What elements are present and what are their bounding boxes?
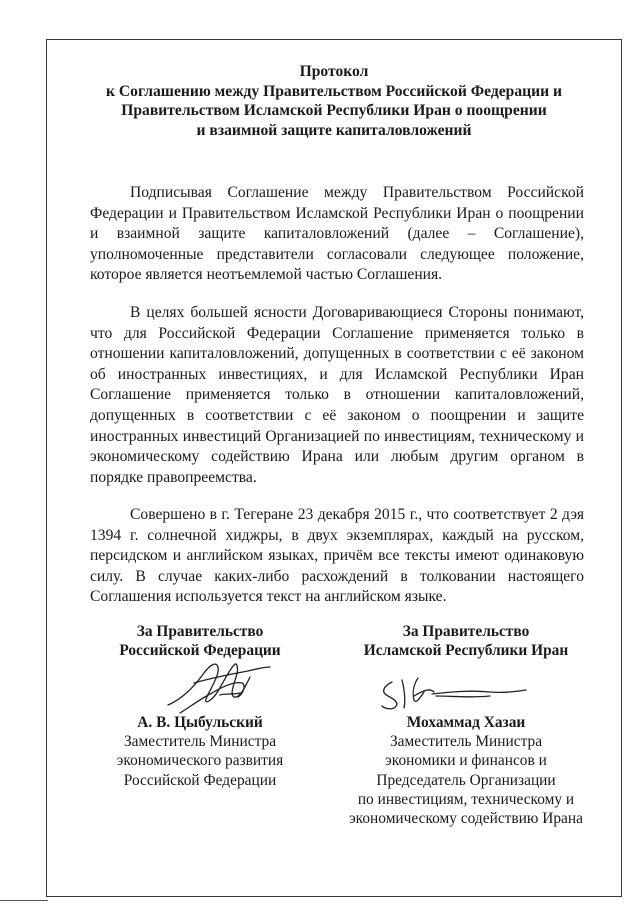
left-position-line-2: экономического развития: [116, 752, 284, 770]
right-heading-line-2: Исламской Республики Иран: [363, 642, 569, 660]
title-line-4: и взаимной защите капиталовложений: [196, 121, 472, 139]
left-heading-line-1: За Правительство: [136, 623, 264, 640]
right-position-line-2: экономики и финансов и: [385, 752, 547, 770]
footnote-rule: [0, 900, 48, 901]
document-title: [46, 62, 622, 140]
left-signature: [160, 655, 280, 717]
left-position-line-1: Заместитель Министра: [123, 733, 277, 751]
right-position-line-5: экономическому содействию Ирана: [349, 810, 583, 828]
right-heading-line-1: За Правительство: [402, 623, 530, 640]
left-signatory-name: А. В. Цыбульский: [137, 714, 263, 731]
left-signatory-block: [90, 713, 310, 790]
title-line-2: к Соглашению между Правительством Российской Федерации и: [106, 82, 562, 100]
right-position-line-4: по инвестициям, техническому и: [357, 790, 575, 808]
title-line-3: Правительством Исламской Республики Иран о поощрении: [121, 102, 547, 119]
left-heading-line-2: Российской Федерации: [119, 642, 281, 660]
paragraph-clarity: В целях большей ясности Договаривающиеся Стороны понимают, что для Российской Федерации Соглашение применяется только в отношении капиталовложений, допущенных в соответствии с её законом об иностранных инвестициях, и для Исламской Республики Иран Соглашение применяется только в отношении капиталовложений, допущенных в соответствии с её законом о поощрении и защите иностранных инвестиций Организацией по инвестициям, техническому и экономическому содействию Ирана или любым другим органом в порядке правопреемства.: [90, 304, 584, 486]
right-signature: [374, 668, 534, 714]
right-position-line-1: Заместитель Министра: [389, 733, 543, 751]
left-position-line-3: Российской Федерации: [123, 771, 277, 789]
right-signatory-block: [318, 713, 614, 828]
paragraph-preamble: Подписывая Соглашение между Правительством Российской Федерации и Правительством Исламской Республики Иран о поощрении и взаимной защите капиталовложений (далее – Соглашение), уполномоченные представители согласовали следующее положение, которое является неотъемлемой частью Соглашения.: [90, 184, 584, 284]
paragraph-execution: Совершено в г. Тегеране 23 декабря 2015 г., что соответствует 2 дэя 1394 г. солнечной хиджры, в двух экземплярах, каждый на русском, персидском и английском языках, причём все тексты имеют одинаковую силу. В случае каких-либо расхождений в толковании настоящего Соглашения используется текст на английском языке.: [90, 506, 584, 606]
right-signatory-heading: [318, 622, 614, 660]
right-signatory-name: Мохаммад Хазаи: [406, 714, 526, 731]
title-line-1: Протокол: [299, 63, 369, 80]
right-position-line-3: Председатель Организации: [376, 771, 556, 789]
